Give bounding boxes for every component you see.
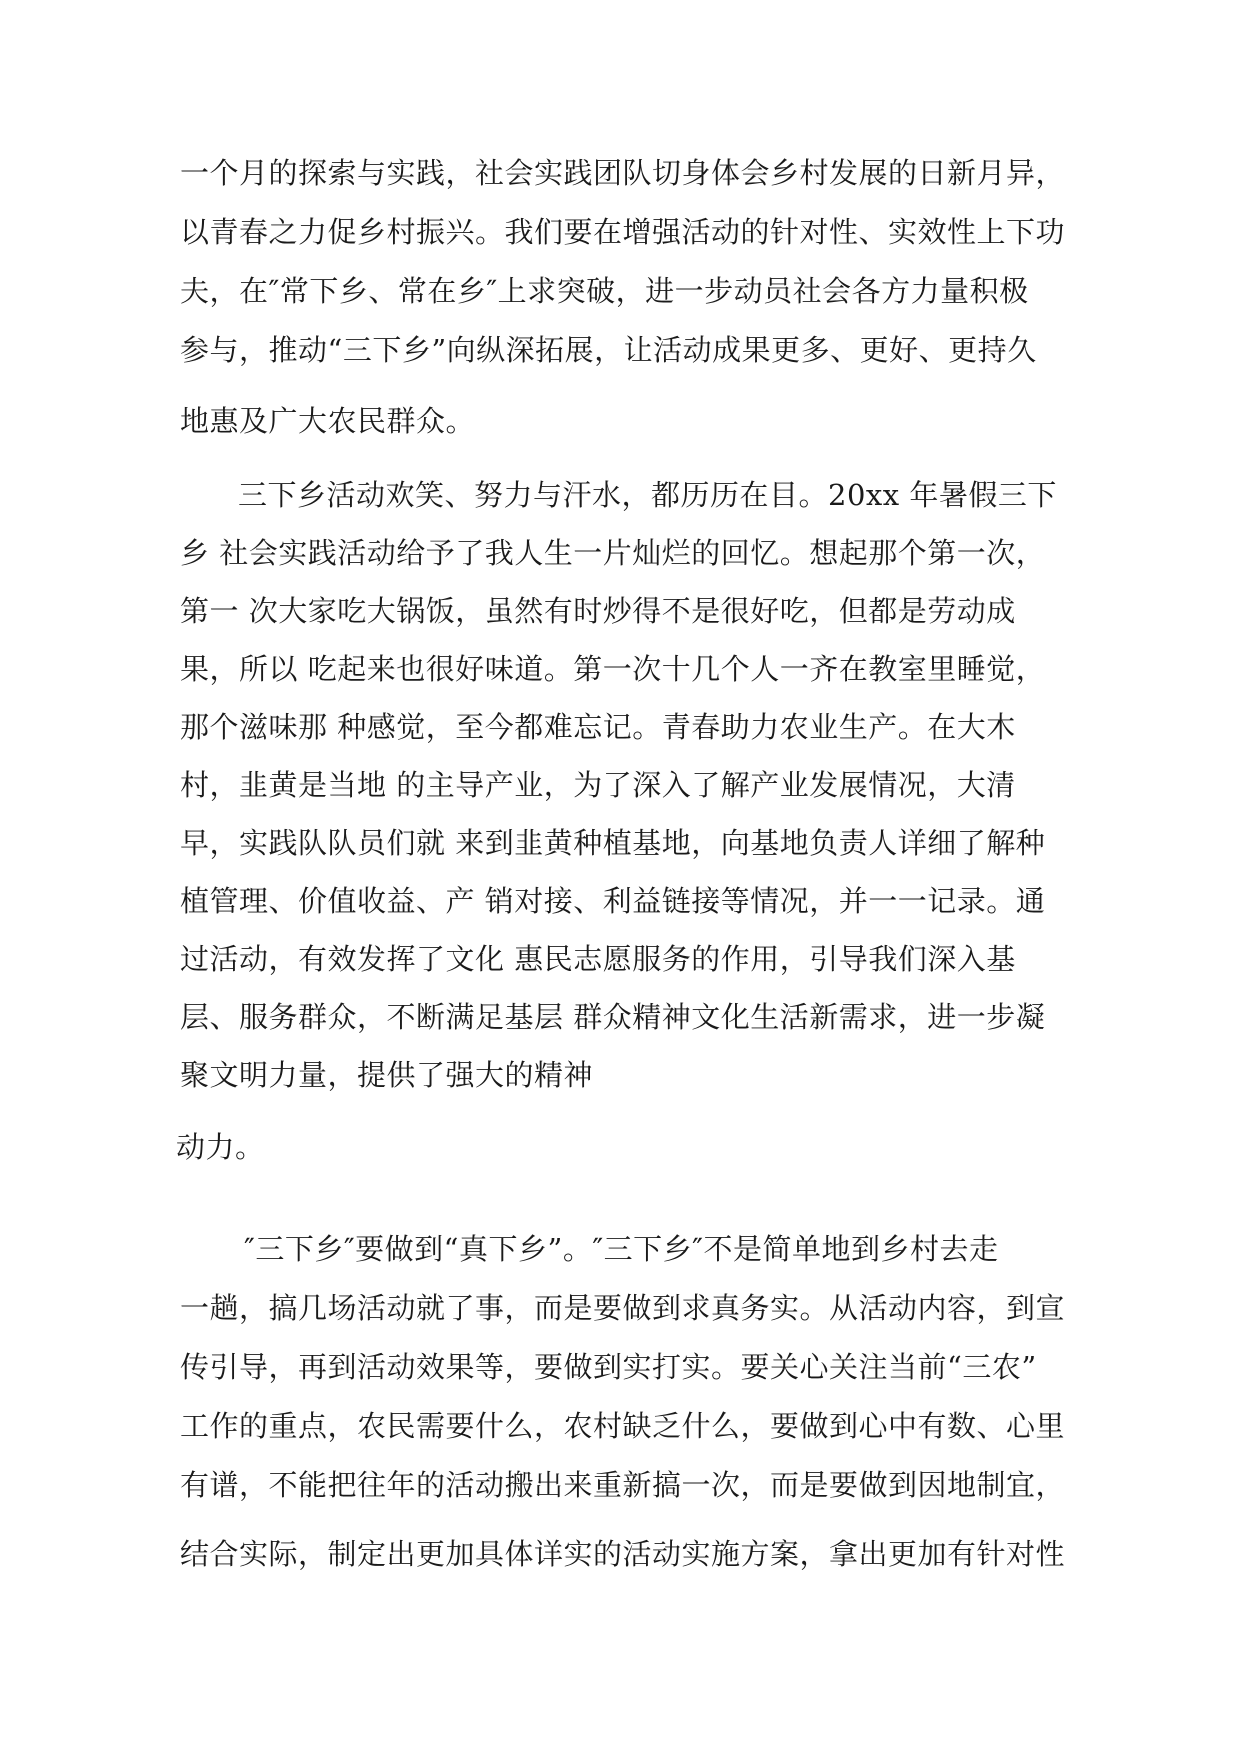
paragraph-2-line-8: 植管理、价值收益、产 销对接、利益链接等情况，并一一记录。通: [180, 884, 1046, 918]
paragraph-3-line-3: 传引导，再到活动效果等，要做到实打实。要关心关注当前“三农”: [180, 1350, 1037, 1384]
paragraph-1-line-2: 以青春之力促乡村振兴。我们要在增强活动的针对性、实效性上下功: [180, 215, 1066, 249]
paragraph-1-line-3: 夫，在″常下乡、常在乡″上求突破，进一步动员社会各方力量积极: [180, 274, 1029, 308]
paragraph-3-line-2: 一趟，搞几场活动就了事，而是要做到求真务实。从活动内容，到宣: [180, 1291, 1066, 1325]
paragraph-2-line-2: 乡 社会实践活动给予了我人生一片灿烂的回忆。想起那个第一次，: [180, 536, 1046, 570]
paragraph-2-line-10: 层、服务群众，不断满足基层 群众精神文化生活新需求，进一步凝: [180, 1000, 1046, 1034]
paragraph-1-line-4: 参与，推动“三下乡”向纵深拓展，让活动成果更多、更好、更持久: [180, 333, 1037, 367]
paragraph-3-line-5: 有谱，不能把往年的活动搬出来重新搞一次，而是要做到因地制宜，: [180, 1468, 1066, 1502]
paragraph-3-line-6: 结合实际，制定出更加具体详实的活动实施方案，拿出更加有针对性: [180, 1537, 1066, 1571]
paragraph-2-line-5: 那个滋味那 种感觉，至今都难忘记。青春助力农业生产。在大木: [180, 710, 1016, 744]
paragraph-3-line-1: ″三下乡″要做到“真下乡”。″三下乡″不是简单地到乡村去走: [244, 1232, 999, 1266]
paragraph-2-line-4: 果，所以 吃起来也很好味道。第一次十几个人一齐在教室里睡觉，: [180, 652, 1046, 686]
paragraph-2-line-9: 过活动，有效发挥了文化 惠民志愿服务的作用，引导我们深入基: [180, 942, 1016, 976]
paragraph-2-line-3: 第一 次大家吃大锅饭，虽然有时炒得不是很好吃，但都是劳动成: [180, 594, 1016, 628]
paragraph-2-line-6: 村，韭黄是当地 的主导产业，为了深入了解产业发展情况，大清: [180, 768, 1016, 802]
paragraph-3-line-4: 工作的重点，农民需要什么，农村缺乏什么，要做到心中有数、心里: [180, 1409, 1066, 1443]
paragraph-2-line-12: 动力。: [176, 1130, 265, 1164]
paragraph-2-line-1: 三下乡活动欢笑、努力与汗水，都历历在目。20xx 年暑假三下: [238, 478, 1057, 512]
paragraph-1-line-1: 一个月的探索与实践，社会实践团队切身体会乡村发展的日新月异，: [180, 156, 1066, 190]
paragraph-2-line-11: 聚文明力量，提供了强大的精神: [180, 1058, 594, 1092]
paragraph-2-line-7: 早，实践队队员们就 来到韭黄种植基地，向基地负责人详细了解种: [180, 826, 1046, 860]
paragraph-1-line-5: 地惠及广大农民群众。: [180, 404, 476, 438]
